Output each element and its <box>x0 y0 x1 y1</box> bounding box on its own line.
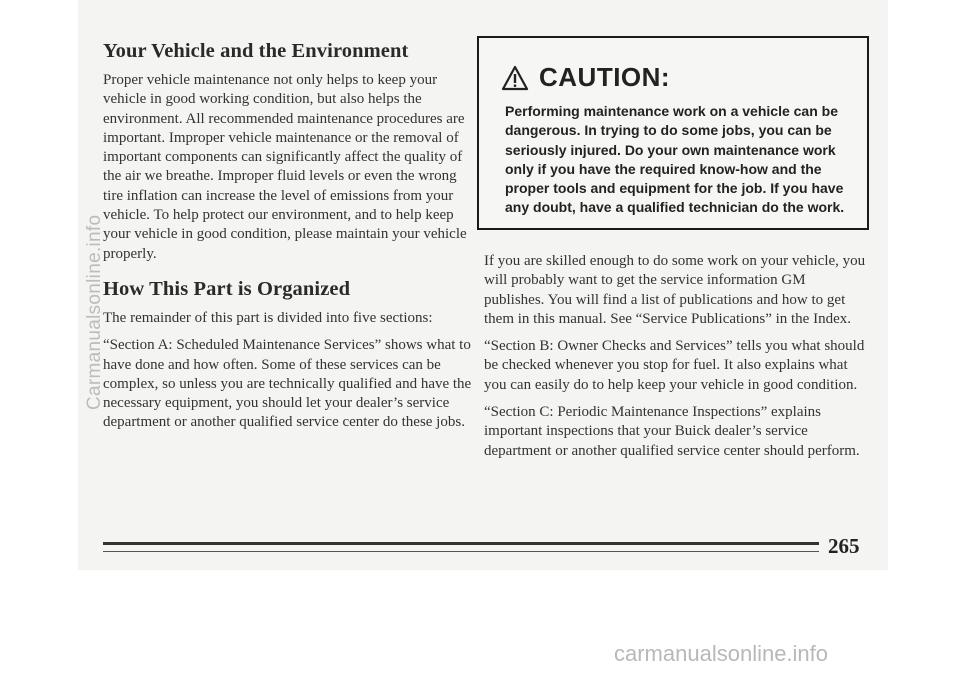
caution-title: CAUTION: <box>539 62 671 92</box>
environment-heading: Your Vehicle and the Environment <box>103 40 409 62</box>
service-info-paragraph: If you are skilled enough to do some work on your vehicle, you will probably want to get the service information GM publishes. You will find a list of publications and how to get them in this manual. See “Service Publications” in the Index. <box>484 253 866 327</box>
caution-title-row <box>501 62 670 93</box>
organization-heading: How This Part is Organized <box>103 277 351 300</box>
warning-triangle-icon <box>501 65 529 91</box>
right-column <box>484 252 869 469</box>
caution-text: Performing maintenance work on a vehicle can be dangerous. In trying to do some jobs, you can be seriously injured. Do your own maintenance work only if you have the required know-how and the proper tools and equipment for the job. If you have any doubt, have a qualified technician do the work. <box>505 103 845 216</box>
environment-paragraph: Proper vehicle maintenance not only helps to keep your vehicle in good working condition, but also helps the environment. All recommended maintenance procedures are important. Improper vehicle maintenance or the removal of important components can significantly affect the quality of the air we breathe. Improper fluid levels or even the wrong tire inflation can increase the level of emissions from your vehicle. To help protect our environment, and to help keep your vehicle in good condition, please maintain your vehicle properly. <box>103 72 467 262</box>
side-watermark: Carmanualsonline.info <box>84 214 105 410</box>
footer-rule-thin <box>103 551 819 552</box>
section-b-paragraph: “Section B: Owner Checks and Services” tells you what should be checked whenever you stop for fuel. It also explains what you can easily do to help keep your vehicle in good condition. <box>484 338 865 393</box>
left-column <box>103 40 473 441</box>
section-a-paragraph: “Section A: Scheduled Maintenance Services” shows what to have done and how often. Some of these services can be complex, so unless you are technically qualified and have the necessary equipment, you should let your dealer’s service department or another qualified service center do these jobs. <box>103 337 472 431</box>
page-number: 265 <box>828 534 860 558</box>
bottom-watermark: carmanualsonline.info <box>614 641 829 666</box>
organization-intro-paragraph: The remainder of this part is divided into five sections: <box>103 309 433 326</box>
footer-rule-thick <box>103 542 819 545</box>
caution-box <box>477 36 869 230</box>
section-c-paragraph: “Section C: Periodic Maintenance Inspections” explains important inspections that your Buick dealer’s service department or another qualified service center should perform. <box>484 404 860 459</box>
